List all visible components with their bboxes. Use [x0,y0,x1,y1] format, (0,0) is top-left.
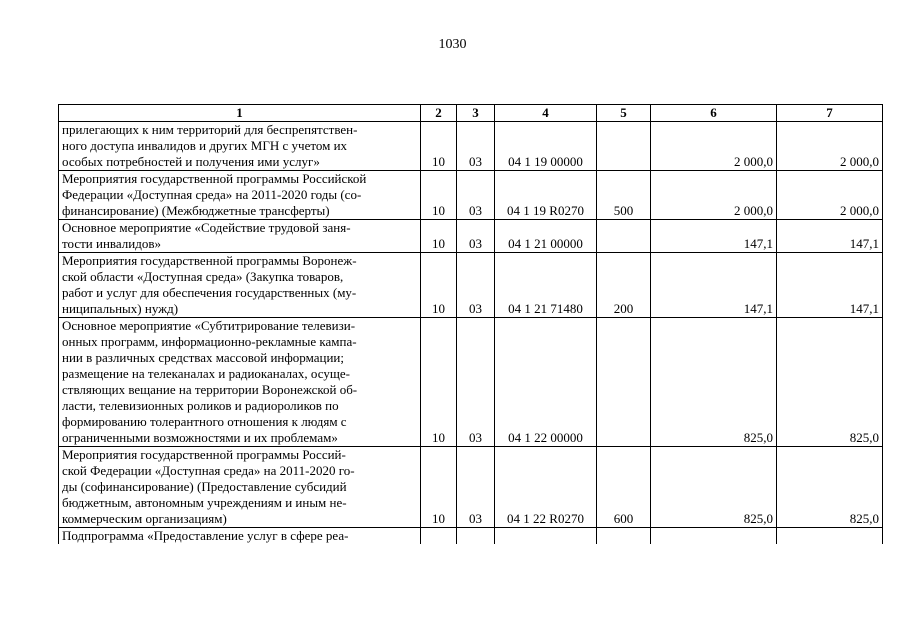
target-article-code: 04 1 22 00000 [495,318,597,447]
description-line: ограниченными возможностями и их проблемам» [62,430,338,445]
description-line: Подпрограмма «Предоставление услуг в сфере реа- [62,528,349,543]
table-row [59,171,883,220]
table-row [59,318,883,447]
description-line: ного доступа инвалидов и других МГН с учетом их [62,138,348,153]
amount-year-2: 2 000,0 [777,171,883,220]
expense-type-code [597,220,651,253]
amount-year-1: 2 000,0 [651,171,777,220]
expense-type-code: 500 [597,171,651,220]
target-article-code [495,528,597,545]
section-code: 10 [421,447,457,528]
description-line: ниципальных) нужд) [62,301,179,316]
amount-year-2: 147,1 [777,220,883,253]
description-line: бюджетным, автономным учреждениям и иным не- [62,495,347,510]
amount-year-1: 825,0 [651,318,777,447]
table-row [59,253,883,318]
amount-year-1: 825,0 [651,447,777,528]
header-col-6: 6 [651,105,777,122]
row-description [59,447,421,528]
table-row [59,528,883,545]
section-code [421,528,457,545]
row-description [59,122,421,171]
amount-year-1: 147,1 [651,253,777,318]
header-col-3: 3 [457,105,495,122]
row-description [59,171,421,220]
amount-year-1 [651,528,777,545]
amount-year-2: 2 000,0 [777,122,883,171]
description-line: ласти, телевизионных роликов и радиороликов по [62,398,339,413]
table-row [59,220,883,253]
description-line: особых потребностей и получения ими услуг» [62,154,320,169]
header-col-7: 7 [777,105,883,122]
description-line: нии в различных средствах массовой информации; [62,350,344,365]
target-article-code: 04 1 21 00000 [495,220,597,253]
subsection-code: 03 [457,122,495,171]
table-row [59,447,883,528]
target-article-code: 04 1 19 00000 [495,122,597,171]
section-code: 10 [421,318,457,447]
budget-table [58,104,883,544]
subsection-code: 03 [457,447,495,528]
section-code: 10 [421,171,457,220]
header-col-5: 5 [597,105,651,122]
row-description [59,318,421,447]
expense-type-code: 600 [597,447,651,528]
description-line: Основное мероприятие «Содействие трудовой заня- [62,220,351,235]
header-col-2: 2 [421,105,457,122]
description-line: Мероприятия государственной программы Россий- [62,447,346,462]
subsection-code [457,528,495,545]
description-line: ствляющих вещание на территории Воронежской об- [62,382,358,397]
amount-year-2: 825,0 [777,318,883,447]
target-article-code: 04 1 21 71480 [495,253,597,318]
header-col-4: 4 [495,105,597,122]
description-line: прилегающих к ним территорий для беспрепятствен- [62,122,358,137]
description-line: Основное мероприятие «Субтитрирование телевизи- [62,318,356,333]
section-code: 10 [421,253,457,318]
description-line: Мероприятия государственной программы Российской [62,171,367,186]
expense-type-code: 200 [597,253,651,318]
description-line: работ и услуг для обеспечения государственных (му- [62,285,357,300]
row-description [59,528,421,545]
amount-year-1: 147,1 [651,220,777,253]
description-line: Федерации «Доступная среда» на 2011-2020 годы (со- [62,187,362,202]
amount-year-2: 825,0 [777,447,883,528]
description-line: размещение на телеканалах и радиоканалах, осуще- [62,366,350,381]
description-line: Мероприятия государственной программы Воронеж- [62,253,357,268]
section-code: 10 [421,220,457,253]
target-article-code: 04 1 19 R0270 [495,171,597,220]
description-line: ской области «Доступная среда» (Закупка товаров, [62,269,344,284]
subsection-code: 03 [457,220,495,253]
description-line: коммерческим организациям) [62,511,227,526]
row-description [59,253,421,318]
header-col-1: 1 [59,105,421,122]
expense-type-code [597,122,651,171]
description-line: тости инвалидов» [62,236,161,251]
row-description [59,220,421,253]
page-number: 1030 [438,37,467,52]
table-body [59,122,883,545]
table-row [59,122,883,171]
description-line: ды (софинансирование) (Предоставление субсидий [62,479,347,494]
description-line: финансирование) (Межбюджетные трансферты) [62,203,330,218]
amount-year-1: 2 000,0 [651,122,777,171]
description-line: ской Федерации «Доступная среда» на 2011-2020 го- [62,463,355,478]
subsection-code: 03 [457,171,495,220]
section-code: 10 [421,122,457,171]
amount-year-2: 147,1 [777,253,883,318]
subsection-code: 03 [457,253,495,318]
expense-type-code [597,528,651,545]
subsection-code: 03 [457,318,495,447]
target-article-code: 04 1 22 R0270 [495,447,597,528]
description-line: формированию толерантного отношения к людям с [62,414,347,429]
amount-year-2 [777,528,883,545]
expense-type-code [597,318,651,447]
header-row [59,105,883,122]
description-line: онных программ, информационно-рекламные кампа- [62,334,357,349]
